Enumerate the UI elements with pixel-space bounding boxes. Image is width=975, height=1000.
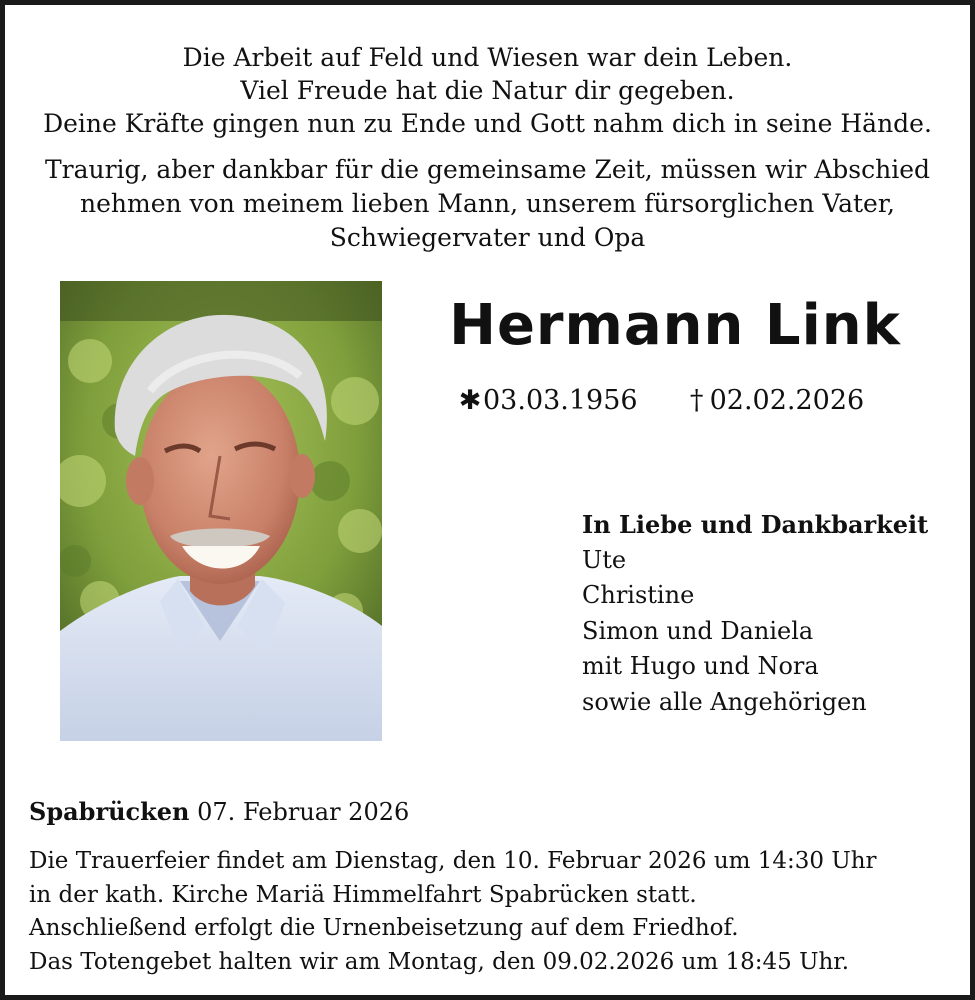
detail-line: Die Trauerfeier findet am Dienstag, den 10. Februar 2026 um 14:30 Uhr (29, 848, 877, 874)
mourner-name: Simon und Daniela (582, 616, 814, 645)
mourners-heading: In Liebe und Dankbarkeit (582, 510, 929, 539)
notice-date: 07. Februar 2026 (197, 798, 410, 826)
intro-line: Traurig, aber dankbar für die gemeinsame Zeit, müssen wir Abschied (44, 155, 931, 184)
intro-line: Schwiegervater und Opa (329, 223, 646, 252)
birth-date: 03.03.1956 (483, 385, 638, 416)
place-date-line (29, 797, 409, 826)
intro-text (25, 153, 950, 255)
portrait-photo (60, 281, 382, 741)
death-date: 02.02.2026 (709, 385, 865, 416)
verse-line: Deine Kräfte gingen nun zu Ende und Gott nahm dich in seine Hände. (43, 109, 932, 138)
verse (25, 41, 950, 140)
birth-star-icon: ✱ (458, 385, 482, 416)
mourner-name: mit Hugo und Nora (582, 652, 819, 680)
deceased-name: Hermann Link (449, 293, 901, 358)
death-cross-icon: † (689, 385, 704, 416)
detail-line: in der kath. Kirche Mariä Himmelfahrt Spabrücken statt. (29, 881, 697, 908)
mourners-list (582, 507, 928, 720)
life-dates (457, 385, 864, 416)
service-details (29, 845, 877, 979)
detail-line: Anschließend erfolgt die Urnenbeisetzung auf dem Friedhof. (29, 915, 739, 941)
mourner-name: Ute (582, 545, 627, 574)
mourner-name: Christine (582, 581, 695, 609)
verse-line: Die Arbeit auf Feld und Wiesen war dein Leben. (182, 43, 793, 72)
place-name: Spabrücken (29, 797, 190, 826)
verse-line: Viel Freude hat die Natur dir gegeben. (240, 76, 735, 105)
intro-line: nehmen von meinem lieben Mann, unserem fürsorglichen Vater, (79, 189, 895, 218)
mourner-name: sowie alle Angehörigen (582, 687, 867, 716)
detail-line: Das Totengebet halten wir am Montag, den 09.02.2026 um 18:45 Uhr. (29, 948, 850, 975)
